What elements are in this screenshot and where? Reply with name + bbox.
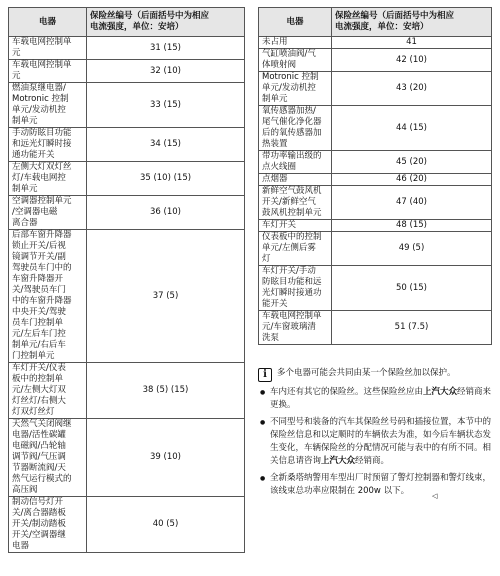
device-line: 锁止开关/后视 [12,241,66,251]
table-row [259,151,492,174]
table-row [9,497,245,553]
note-text: 全新桑塔纳警用车型出厂时预留了警灯控制器和警灯线束，该线束总功率应限制在 200w 以下。 [270,473,492,496]
fuse-number: 45 (20) [332,151,492,174]
device-line: 氧传感器加热/ [262,106,316,116]
device-line: 然气运行模式的 [12,474,72,484]
device-line: 体喷射阀 [262,60,297,70]
note-bullet [258,386,492,412]
device-line: 元/车窗玻璃清 [262,322,316,332]
device-line: 能开关 [262,299,288,309]
device-cell [9,162,87,196]
device-line: 单元/发动机控 [12,105,66,115]
fuse-table-right [258,7,492,345]
table-row [259,186,492,220]
table-row [259,37,492,49]
header-fuse-line1: 保险丝编号（后面括号中为相应 [90,11,210,21]
device-line: 调节阀/气压调 [12,452,66,462]
device-line: 高压阀 [12,485,38,495]
notes-section [258,367,492,498]
device-cell [259,220,332,232]
device-line: 车灯开关 [262,220,297,230]
device-cell [259,72,332,106]
device-line: 单元/发动机控 [262,83,316,93]
fuse-number: 31 (15) [87,37,245,60]
fuse-number: 51 (7.5) [332,311,492,345]
device-cell [259,174,332,186]
note-bullet [258,472,492,498]
brand-name: 上汽大众 [423,387,458,397]
device-cell [259,186,332,220]
device-line: 手动防眩目功能 [12,128,72,138]
device-line: 和远光灯瞬时接 [12,139,72,149]
device-line: 车窗升降器开 [12,274,64,284]
device-cell [9,37,87,60]
device-line: 制单元 [262,94,288,104]
device-line: 板中的控制单 [12,374,64,384]
device-line: 离合器 [12,218,38,228]
device-line: 中央开关/驾驶 [12,307,66,317]
device-line: /空调器电磁 [12,207,58,217]
fuse-number: 40 (5) [87,497,245,553]
device-line: 车载电网控制单 [12,37,72,47]
fuse-number: 44 (15) [332,106,492,151]
fuse-number: 33 (15) [87,83,245,128]
device-cell [9,419,87,497]
fuse-number: 42 (10) [332,49,492,72]
device-line: 左侧大灯双灯丝 [12,162,72,172]
fuse-number: 48 (15) [332,220,492,232]
table-header [259,8,492,37]
device-line: 点烟器 [262,174,288,184]
device-line: 元/左侧大灯双 [12,385,66,395]
device-cell [9,230,87,363]
header-device: 电器 [9,8,87,37]
device-line: 尾气催化净化器 [262,117,322,127]
device-cell [259,106,332,151]
fuse-number: 37 (5) [87,230,245,363]
fuse-number: 36 (10) [87,196,245,230]
device-line: 带功率输出级的 [262,151,322,161]
device-cell [259,151,332,174]
header-device: 电器 [259,8,332,37]
header-fuse-line1: 保险丝编号（后面括号中为相应 [335,11,455,21]
info-icon: i [258,368,272,382]
table-row [259,220,492,232]
device-line: 开关/新鲜空气 [262,197,316,207]
note-text: 车内还有其它的保险丝。这些保险丝应由 [270,387,424,397]
fuse-number: 32 (10) [87,60,245,83]
device-line: 关/驾驶员车门 [12,285,66,295]
device-line: 开关/空调器继 [12,530,66,540]
device-line: 空调器控制单元 [12,196,72,206]
device-line: 热装置 [262,139,288,149]
device-cell [9,60,87,83]
note-first-text: 多个电器可能会共同由某一个保险丝加以保护。 [277,368,456,378]
device-cell [9,497,87,553]
device-line: 中的车窗升降器 [12,296,72,306]
device-cell [259,232,332,266]
device-line: 制动信号灯开 [12,497,64,507]
fuse-number: 50 (15) [332,266,492,311]
fuse-number: 38 (5) (15) [87,363,245,419]
device-line: 关/离合器踏板 [12,508,66,518]
brand-name: 上汽大众 [321,456,356,466]
device-line: 制单元/右后车 [12,340,66,350]
device-line: 镜调节开关/副 [12,252,66,262]
table-row [9,363,245,419]
device-line: 灯双灯丝灯 [12,407,55,417]
device-line: 车灯开关/仪表 [12,363,66,373]
table-row [9,419,245,497]
device-line: 天然气关闭阀继 [12,419,72,429]
table-row [9,37,245,60]
header-fuse-line2: 电流强度，单位：安培） [335,22,429,32]
device-cell [259,49,332,72]
device-cell [9,83,87,128]
device-line: 开关/制动踏板 [12,519,66,529]
fuse-number: 39 (10) [87,419,245,497]
device-line: 制单元 [12,184,38,194]
note-text: 经销商。 [355,456,390,466]
device-line: 灯丝灯/右侧大 [12,396,66,406]
device-line: 车载电网控制单 [262,311,322,321]
device-line: 气缸喷油阀/气 [262,49,316,59]
fuse-number: 46 (20) [332,174,492,186]
header-fuse-line2: 电流强度，单位：安培） [90,22,184,32]
device-line: 电器/活性碳罐 [12,430,66,440]
device-line: Motronic 控制 [262,72,319,82]
device-line: 电磁阀/凸轮轴 [12,441,66,451]
header-fuse [332,8,492,37]
device-line: 新鲜空气鼓风机 [262,186,322,196]
device-cell [9,363,87,419]
table-row [259,232,492,266]
table-row [9,128,245,162]
note-first [258,367,492,382]
fuse-number: 43 (20) [332,72,492,106]
fuse-number: 34 (15) [87,128,245,162]
fuse-number: 49 (5) [332,232,492,266]
device-cell [259,311,332,345]
device-line: 仪表板中的控制 [262,232,322,242]
table-row [259,106,492,151]
table-row [259,174,492,186]
device-line: 洗泵 [262,333,280,343]
device-cell [259,266,332,311]
device-line: 灯/车载电网控 [12,173,66,183]
device-line: 车载电网控制单 [12,60,72,70]
table-row [259,266,492,311]
device-cell [259,37,332,49]
device-line: 通功能开关 [12,150,55,160]
device-line: 灯 [262,254,271,264]
table-row [259,311,492,345]
device-line: 后的氧传感器加 [262,128,322,138]
fuse-table-left [8,7,245,553]
end-mark: ◁ [432,492,438,500]
device-cell [9,128,87,162]
device-line: 驾驶员车门中的 [12,263,72,273]
device-line: 门控制单元 [12,351,55,361]
device-line: 后部车窗升降器 [12,230,72,240]
device-line: 燃油泵继电器/ [12,83,66,93]
device-cell [9,196,87,230]
device-line: 车灯开关/手动 [262,266,316,276]
note-text: 经销商来更换。 [270,387,492,410]
device-line: 元 [12,71,21,81]
table-row [9,83,245,128]
fuse-number: 47 (40) [332,186,492,220]
device-line: 点火线圈 [262,162,297,172]
table-row [9,162,245,196]
device-line: 防眩目功能和远 [262,277,322,287]
device-line: 电器 [12,541,30,551]
header-fuse [87,8,245,37]
device-line: 制单元 [12,116,38,126]
device-line: 节器断流阀/天 [12,463,66,473]
device-line: Motronic 控制 [12,94,69,104]
device-line: 光灯瞬时接通功 [262,288,322,298]
device-line: 元/左后车门控 [12,329,66,339]
table-row [259,72,492,106]
device-line: 元 [12,48,21,58]
device-line: 鼓风机控制单元 [262,208,322,218]
device-line: 员车门控制单 [12,318,64,328]
table-row [9,196,245,230]
table-row [9,60,245,83]
table-row [259,49,492,72]
note-bullet [258,416,492,468]
device-line: 未占用 [262,37,288,47]
device-line: 单元/左侧后雾 [262,243,316,253]
table-header [9,8,245,37]
fuse-number: 41 [332,37,492,49]
note-text: 不同型号和装备的汽车其保险丝号码和插接位置，本节中的保险丝信息和以定顺时的车辆依去为准，如今后车辆状态发生变化，车辆保险丝的分配情况可能与表中的有所不同。相关信息请咨询 [270,417,492,466]
table-row [9,230,245,363]
fuse-number: 35 (10) (15) [87,162,245,196]
